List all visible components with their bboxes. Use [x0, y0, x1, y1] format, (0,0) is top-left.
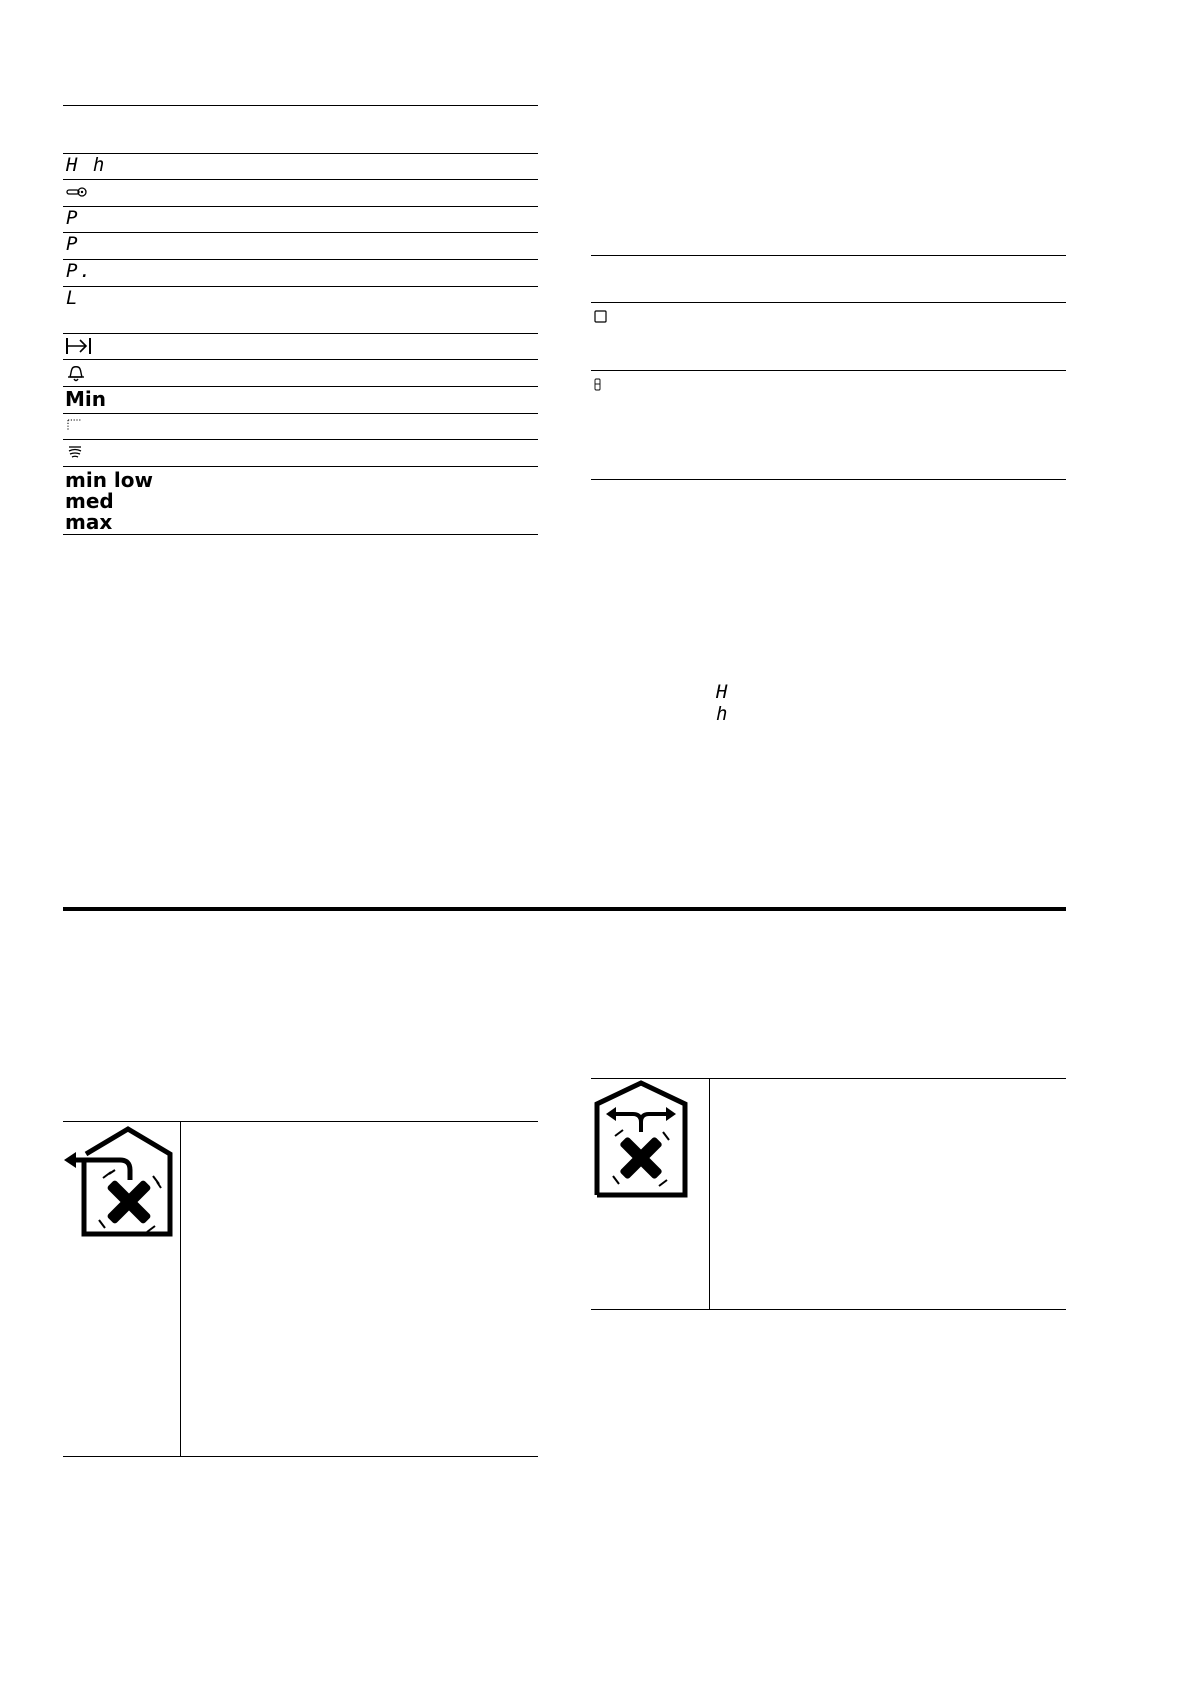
table-rule	[63, 153, 538, 154]
p-display-icon: P	[66, 207, 80, 229]
table-rule	[63, 105, 538, 106]
table-rule	[63, 413, 538, 414]
air-recirculation-house-icon	[62, 1124, 177, 1240]
residual-heat-icon: H h	[66, 154, 107, 176]
table-rule	[591, 479, 1066, 480]
level-max: max	[65, 510, 113, 534]
table-rule	[63, 1121, 538, 1122]
table-rule	[591, 302, 1066, 303]
residual-heat-h-lower: h	[716, 703, 730, 725]
fan-icon	[66, 444, 84, 460]
table-rule	[591, 370, 1066, 371]
bell-icon	[66, 363, 86, 382]
min-label: Min	[65, 387, 106, 411]
dotted-corner-icon	[66, 418, 82, 432]
l-display-icon: L	[66, 287, 80, 309]
table-rule	[63, 386, 538, 387]
table-rule	[63, 534, 538, 535]
timer-arrow-icon	[65, 336, 93, 356]
p-dot-display-icon: P.	[66, 260, 93, 282]
table-rule	[63, 333, 538, 334]
table-rule	[591, 1078, 1066, 1079]
table-rule	[591, 255, 1066, 256]
column-separator	[180, 1121, 181, 1456]
table-rule	[63, 439, 538, 440]
key-lock-icon	[66, 186, 88, 198]
air-extraction-house-icon	[590, 1080, 695, 1200]
table-rule	[63, 206, 538, 207]
table-rule	[63, 259, 538, 260]
small-indicator-icon	[594, 378, 602, 392]
table-rule	[63, 1456, 538, 1457]
table-rule	[63, 359, 538, 360]
level-min-low: min low	[65, 468, 153, 492]
square-icon	[594, 310, 608, 324]
level-med: med	[65, 489, 114, 513]
table-rule	[63, 232, 538, 233]
column-separator	[709, 1078, 710, 1309]
p-display-icon: P	[66, 233, 80, 255]
section-divider	[63, 907, 1066, 911]
table-rule	[63, 466, 538, 467]
table-rule	[63, 179, 538, 180]
table-rule	[591, 1309, 1066, 1310]
residual-heat-h-upper: H	[716, 681, 730, 703]
table-rule	[63, 286, 538, 287]
